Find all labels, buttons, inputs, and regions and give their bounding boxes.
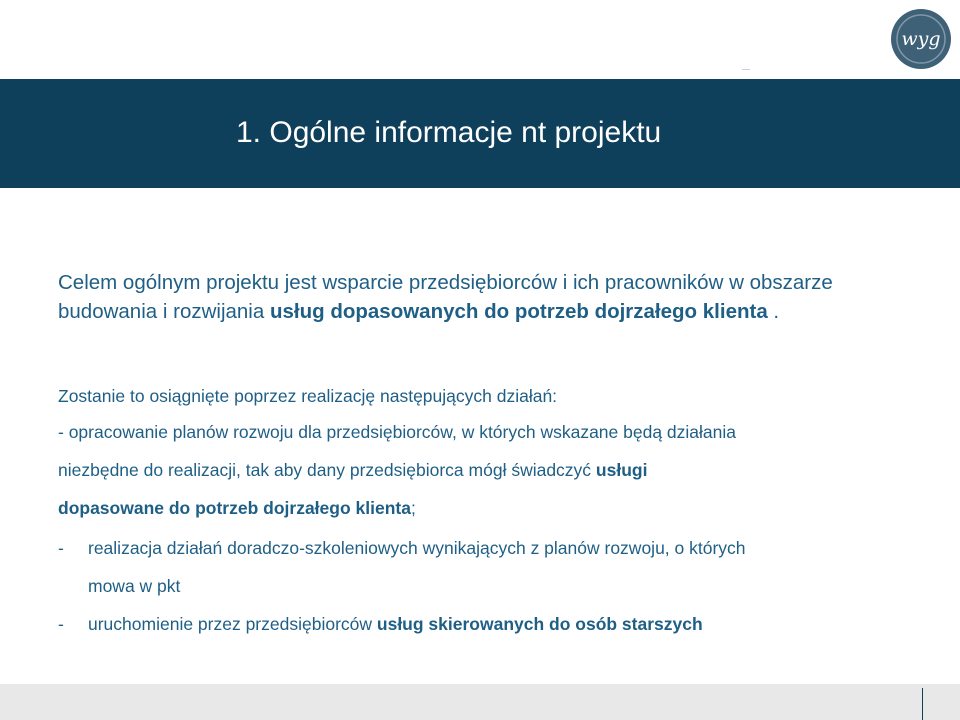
intro-end: . (767, 300, 780, 323)
action-item-3-bold: usług skierowanych do osób starszych (376, 614, 703, 634)
logo-underline (742, 69, 750, 70)
action-item-1-end: ; (410, 498, 416, 518)
actions-lead: Zostanie to osiągnięte poprzez realizację następujących działań: (58, 386, 558, 406)
action-item-3-text: uruchomienie przez przedsiębiorców (88, 614, 377, 634)
slide-title: 1. Ogólne informacje nt projektu (236, 116, 662, 149)
action-item-1-line-2 (58, 458, 647, 482)
action-item-1-text: niezbędne do realizacji, tak aby dany przedsiębiorca mógł świadczyć (58, 460, 596, 480)
action-item-3 (88, 612, 703, 636)
footer-divider (922, 688, 923, 720)
action-item-1-line-3 (58, 496, 416, 520)
footer-band (0, 684, 960, 720)
action-item-2-dash: - (58, 538, 64, 558)
wyg-logo (890, 8, 952, 70)
action-item-2-line-1: realizacja działań doradczo-szkoleniowych wynikających z planów rozwoju, o których (88, 538, 746, 558)
intro-bold-text: usług dopasowanych do potrzeb dojrzałego klienta (269, 300, 768, 323)
action-item-1-bold-2: dopasowane do potrzeb dojrzałego klienta (58, 498, 411, 518)
action-item-1-bold: usługi (595, 460, 648, 480)
logo-text: wyg (901, 28, 941, 50)
action-item-3-dash: - (58, 614, 64, 634)
action-item-2-line-2: mowa w pkt (88, 576, 181, 596)
intro-paragraph (58, 268, 888, 326)
intro-text: Celem ogólnym projektu jest wsparcie przedsiębiorców i ich pracowników w obszarze budowania i rozwijania (58, 271, 833, 323)
action-item-1-line-1: - opracowanie planów rozwoju dla przedsiębiorców, w których wskazane będą działania (58, 422, 737, 442)
